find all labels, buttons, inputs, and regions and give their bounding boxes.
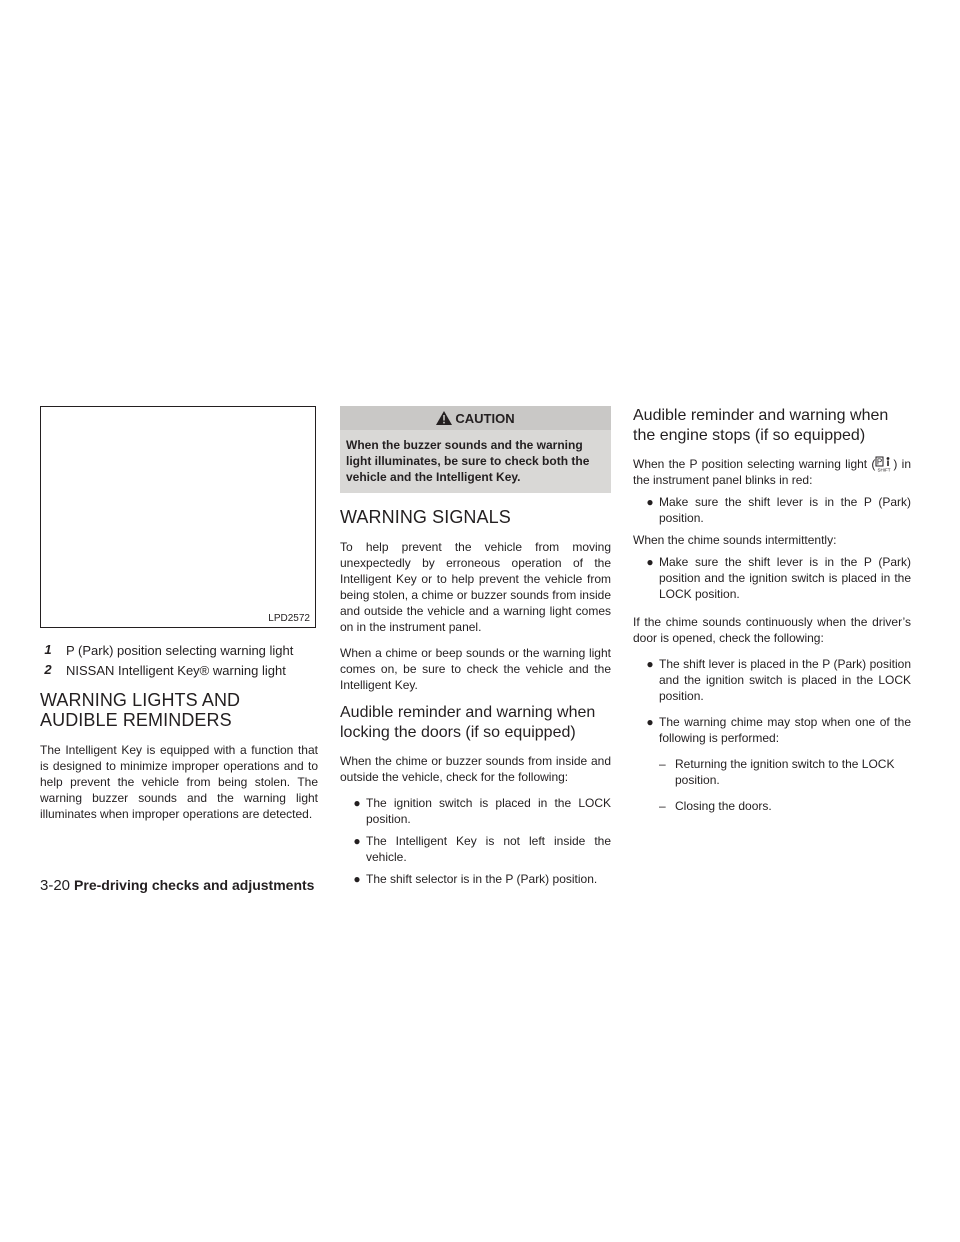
legend-number-icon: 1 [44, 642, 52, 657]
caution-box [340, 406, 611, 493]
warning-signals-para-2: When a chime or beep sounds or the warning light comes on, be sure to check the vehicle and the Intelligent Key. [340, 646, 611, 692]
bullet-text: The warning chime may stop when one of the following is performed: [659, 715, 911, 745]
column-right [633, 406, 911, 824]
engine-stops-intro [633, 456, 911, 488]
bullet-item [633, 494, 911, 526]
section-title: Pre-driving checks and adjustments [74, 877, 315, 893]
caution-header [340, 406, 611, 430]
intro-text-before: When the P position selecting warning light ( [633, 457, 876, 471]
figure-label: LPD2572 [268, 613, 310, 624]
page-footer [40, 877, 314, 894]
dash-icon: – [659, 757, 666, 771]
legend-item [40, 642, 318, 660]
legend-text: P (Park) position selecting warning light [66, 643, 294, 658]
bullet-icon: ● [646, 715, 654, 729]
bullet-text: The shift selector is in the P (Park) position. [366, 872, 598, 886]
p-shift-warning-icon [875, 456, 893, 472]
legend-item [40, 662, 318, 680]
dash-text: Closing the doors. [675, 799, 772, 813]
bullet-item [340, 871, 611, 887]
subheading-locking-doors: Audible reminder and warning when locking the doors (if so equipped) [340, 704, 596, 741]
caution-text: When the buzzer sounds and the warning light illuminates, be sure to check both the vehicle and the Intelligent Key. [346, 438, 590, 484]
subheading-engine-stops: Audible reminder and warning when the engine stops (if so equipped) [633, 407, 889, 444]
column-middle [340, 406, 611, 893]
bullet-text: The shift lever is placed in the P (Park) position and the ignition switch is placed in the LOCK position. [659, 657, 911, 703]
bullet-icon: ● [646, 495, 654, 509]
legend-number-icon: 2 [44, 662, 52, 677]
chime-intermittent-text: When the chime sounds intermittently: [633, 533, 837, 547]
bullet-text: The ignition switch is placed in the LOCK position. [366, 796, 611, 826]
bullet-item [633, 554, 911, 602]
legend-text: NISSAN Intelligent Key® warning light [66, 663, 286, 678]
bullet-item [633, 714, 911, 746]
warning-triangle-icon [436, 411, 452, 425]
bullet-text: Make sure the shift lever is in the P (Park) position. [659, 495, 911, 525]
bullet-item [340, 833, 611, 865]
bullet-icon: ● [353, 834, 361, 848]
dash-item [633, 798, 911, 814]
chime-continuous-text: If the chime sounds continuously when the driver’s door is opened, check the following: [633, 615, 911, 645]
caution-title: CAUTION [455, 410, 515, 426]
bullet-item [633, 656, 911, 704]
bullet-icon: ● [353, 872, 361, 886]
bullet-text: The Intelligent Key is not left inside the vehicle. [366, 834, 611, 864]
dash-icon: – [659, 799, 666, 813]
svg-text:SHIFT: SHIFT [877, 467, 891, 472]
illustration-figure [40, 406, 316, 628]
bullet-icon: ● [353, 796, 361, 810]
warning-signals-para-1: To help prevent the vehicle from moving unexpectedly by erroneous operation of the Intelligent Key or to help prevent the vehicle from being stolen, a chime or buzzer sounds from inside and outside the vehicle and a warning light comes on in the instrument panel. [340, 540, 611, 634]
intro-text-after: ) in the instrument panel blinks in red: [633, 457, 911, 487]
bullet-icon: ● [646, 555, 654, 569]
bullet-text: Make sure the shift lever is in the P (Park) position and the ignition switch is placed in the LOCK position. [659, 555, 911, 601]
dash-item [633, 756, 911, 788]
section-heading-warning-signals: WARNING SIGNALS [340, 507, 511, 527]
svg-text:P: P [877, 457, 883, 467]
column-left [40, 406, 318, 832]
bullet-icon: ● [646, 657, 654, 671]
locking-intro: When the chime or buzzer sounds from inside and outside the vehicle, check for the following: [340, 754, 611, 784]
dash-text: Returning the ignition switch to the LOCK position. [675, 757, 895, 787]
section-heading-warning-lights: WARNING LIGHTS AND AUDIBLE REMINDERS [40, 690, 241, 730]
warning-lights-body: The Intelligent Key is equipped with a function that is designed to minimize improper operations and to help prevent the vehicle from being stolen. The warning buzzer sounds and the warning light illuminates when improper operations are detected. [40, 743, 318, 821]
bullet-item [340, 795, 611, 827]
figure-legend [40, 642, 318, 680]
page-number: 3-20 [40, 877, 71, 894]
